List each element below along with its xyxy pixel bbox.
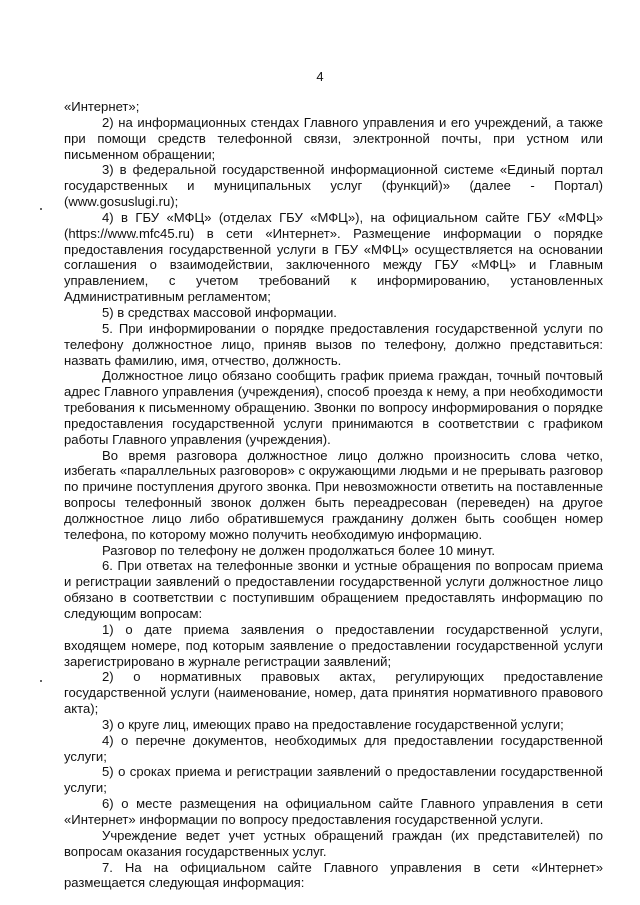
paragraph: Во время разговора должностное лицо должно произносить слова четко, избегать «параллельных разговоров» с окружающими людьми и не прерывать разговор по причине поступления другого звонка. При невозможности ответить на поставленные вопросы телефонный звонок должен быть переадресован (переведен) на другое должностное лицо либо обратившемуся гражданину должен быть сообщен номер телефона, по которому можно получить необходимую информацию. — [64, 447, 603, 542]
paragraph: 4) о перечне документов, необходимых для предоставлении государственной услуги; — [64, 732, 603, 764]
paragraph: 6. При ответах на телефонные звонки и устные обращения по вопросам приема и регистрации заявлений о предоставлении государственной услуги должностное лицо обязано в соответствии с поступившим обращением предоставлять информацию по следующим вопросам: — [64, 558, 603, 621]
scan-speck — [40, 208, 42, 210]
paragraph: 3) в федеральной государственной информационной системе «Единый портал государственных и муниципальных услуг (функций)» (далее - Портал) (www.gosuslugi.ru); — [64, 162, 603, 210]
scan-speck — [40, 680, 42, 682]
paragraph: 2) на информационных стендах Главного управления и его учреждений, а также при помощи средств телефонной связи, электронной почты, при устном или письменном обращении; — [64, 114, 603, 162]
paragraph: 6) о месте размещения на официальном сайте Главного управления в сети «Интернет» информации по вопросу предоставления государственной услуги. — [64, 796, 603, 827]
paragraph: Учреждение ведет учет устных обращений граждан (их представителей) по вопросам оказания государственных услуг. — [64, 827, 603, 859]
page-number: 4 — [316, 69, 324, 84]
paragraph: 5) о сроках приема и регистрации заявлений о предоставлении государственной услуги; — [64, 764, 603, 796]
paragraph: 5) в средствах массовой информации. — [102, 304, 337, 320]
paragraph: Должностное лицо обязано сообщить график приема граждан, точный почтовый адрес Главного управления (учреждения), способ проезда к нему, а при необходимости требования к письменному обращению. Звонки по вопросу информирования о порядке предоставления государственной услуги принимаются в соответствии с графиком работы Главного управления (учреждения). — [64, 368, 603, 447]
paragraph: 2) о нормативных правовых актах, регулирующих предоставление государственной услуги (наименование, номер, дата принятия нормативного правового акта); — [64, 669, 603, 717]
paragraph: 4) в ГБУ «МФЦ» (отделах ГБУ «МФЦ»), на официальном сайте ГБУ «МФЦ» (https://www.mfc45.ru) в сети «Интернет». Размещение информации о порядке предоставления государственной услуги в ГБУ «МФЦ» осуществляется на основании соглашения о взаимодействии, заключенного между ГБУ «МФЦ» и Главным управлением, с учетом требований к информированию, установленных Административным регламентом; — [64, 209, 603, 305]
paragraph: Разговор по телефону не должен продолжаться более 10 минут. — [102, 542, 495, 558]
paragraph: 3) о круге лиц, имеющих право на предоставление государственной услуги; — [102, 716, 564, 732]
paragraph: «Интернет»; — [64, 99, 140, 114]
paragraph: 7. На на официальном сайте Главного управления в сети «Интернет» размещается следующая информация: — [64, 859, 603, 891]
document-body — [64, 99, 603, 891]
paragraph: 1) о дате приема заявления о предоставлении государственной услуги, входящем номере, под которым заявление о предоставлении государственной услуги зарегистрировано в журнале регистрации заявлений; — [64, 621, 603, 669]
paragraph: 5. При информировании о порядке предоставления государственной услуги по телефону должностное лицо, приняв вызов по телефону, должно представиться: назвать фамилию, имя, отчество, должность. — [64, 320, 603, 368]
